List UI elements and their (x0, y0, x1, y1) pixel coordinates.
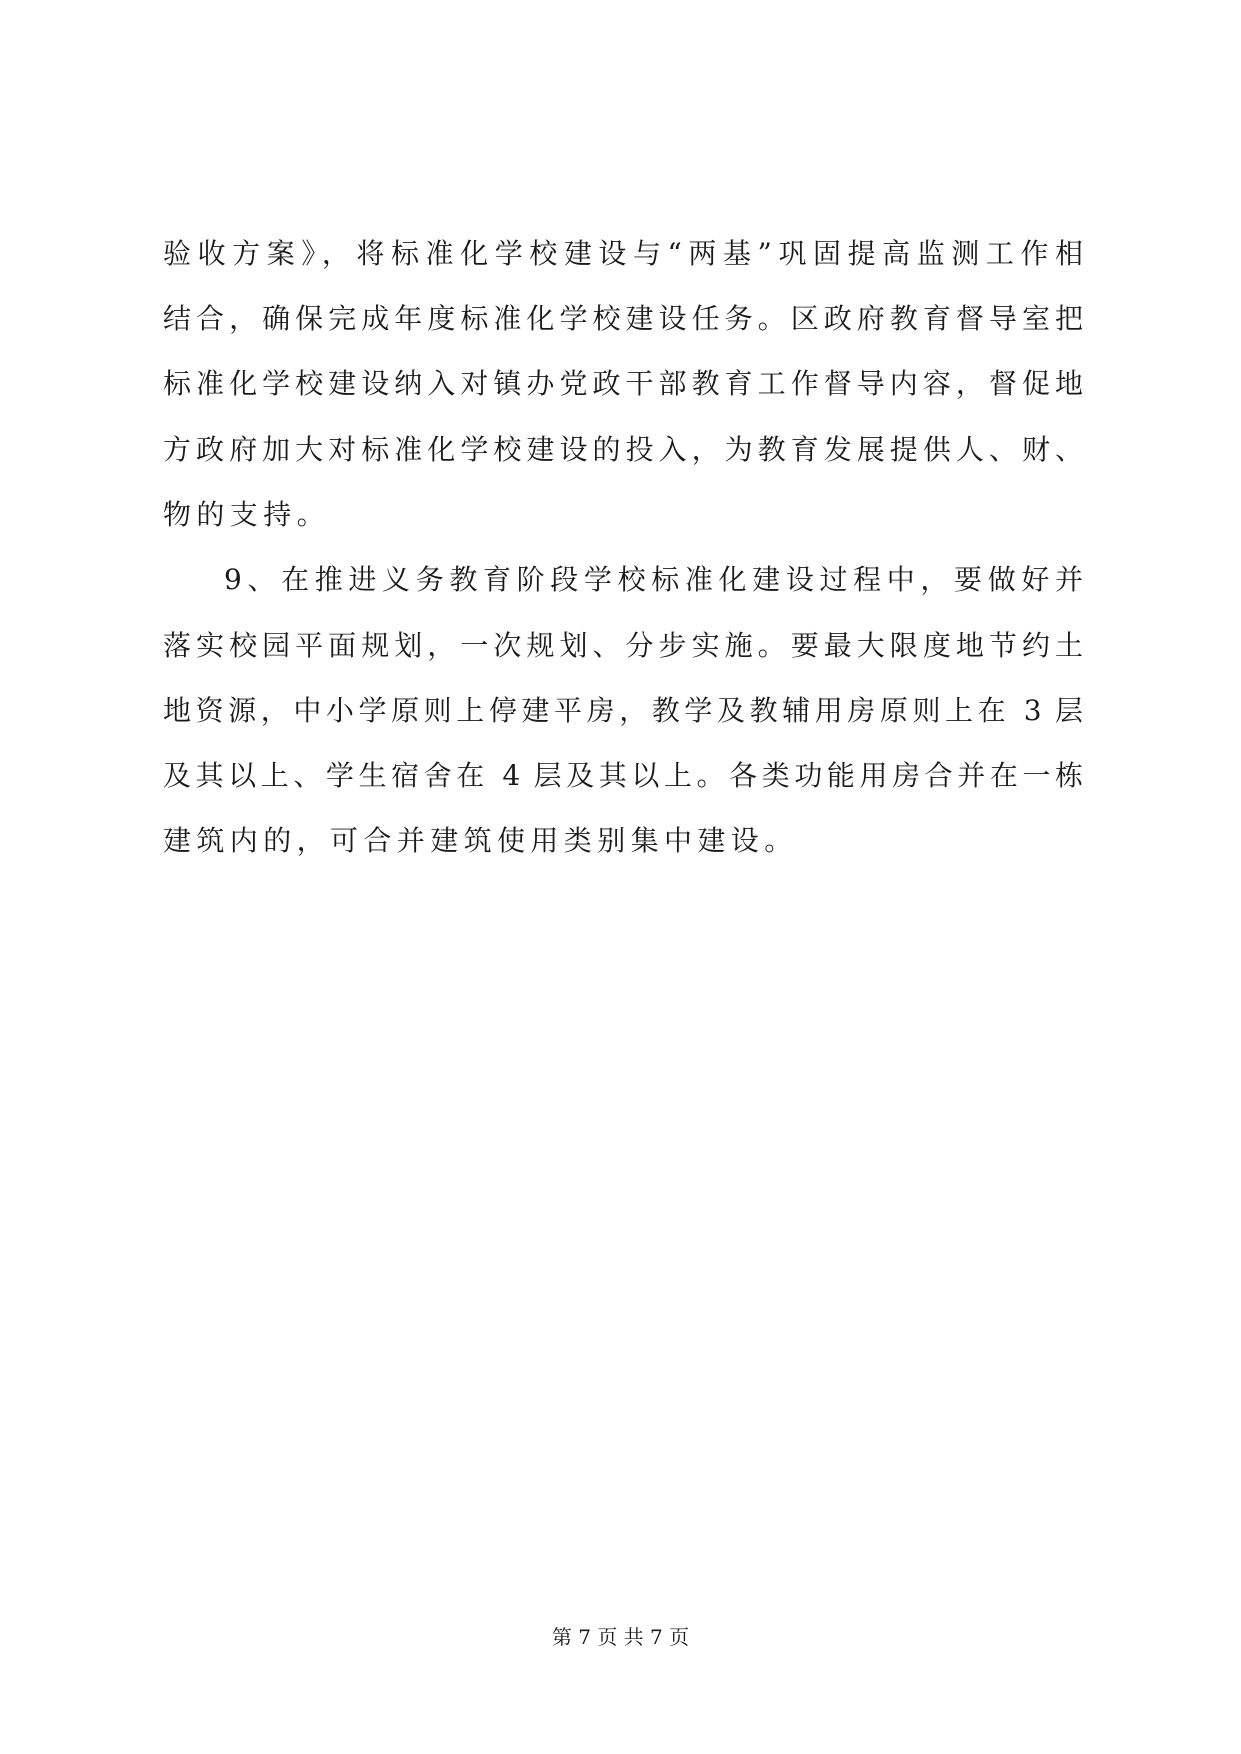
paragraph-1-line-2: 结合，确保完成年度标准化学校建设任务。区政府教育督导室把 (163, 302, 1083, 335)
paragraph-1-line-3: 标准化学校建设纳入对镇办党政干部教育工作督导内容，督促地 (163, 367, 1083, 400)
paragraph-2-line-2: 落实校园平面规划，一次规划、分步实施。要最大限度地节约土 (163, 629, 1083, 662)
paragraph-2-line-4: 及其以上、学生宿舍在 4 层及其以上。各类功能用房合并在一栋 (163, 759, 1083, 792)
paragraph-2-line-5: 建筑内的，可合并建筑使用类别集中建设。 (163, 824, 798, 857)
paragraph-2-line-1: 9、在推进义务教育阶段学校标准化建设过程中，要做好并 (224, 563, 1083, 596)
paragraph-1-line-4: 方政府加大对标准化学校建设的投入，为教育发展提供人、财、 (163, 433, 1083, 466)
paragraph-1-line-5: 物的支持。 (163, 498, 331, 531)
paragraph-1-line-1: 验收方案》，将标准化学校建设与“两基”巩固提高监测工作相 (163, 237, 1083, 270)
page-number-footer: 第 7 页 共 7 页 (551, 1625, 690, 1649)
paragraph-2-line-3: 地资源，中小学原则上停建平房，教学及教辅用房原则上在 3 层 (163, 694, 1083, 727)
